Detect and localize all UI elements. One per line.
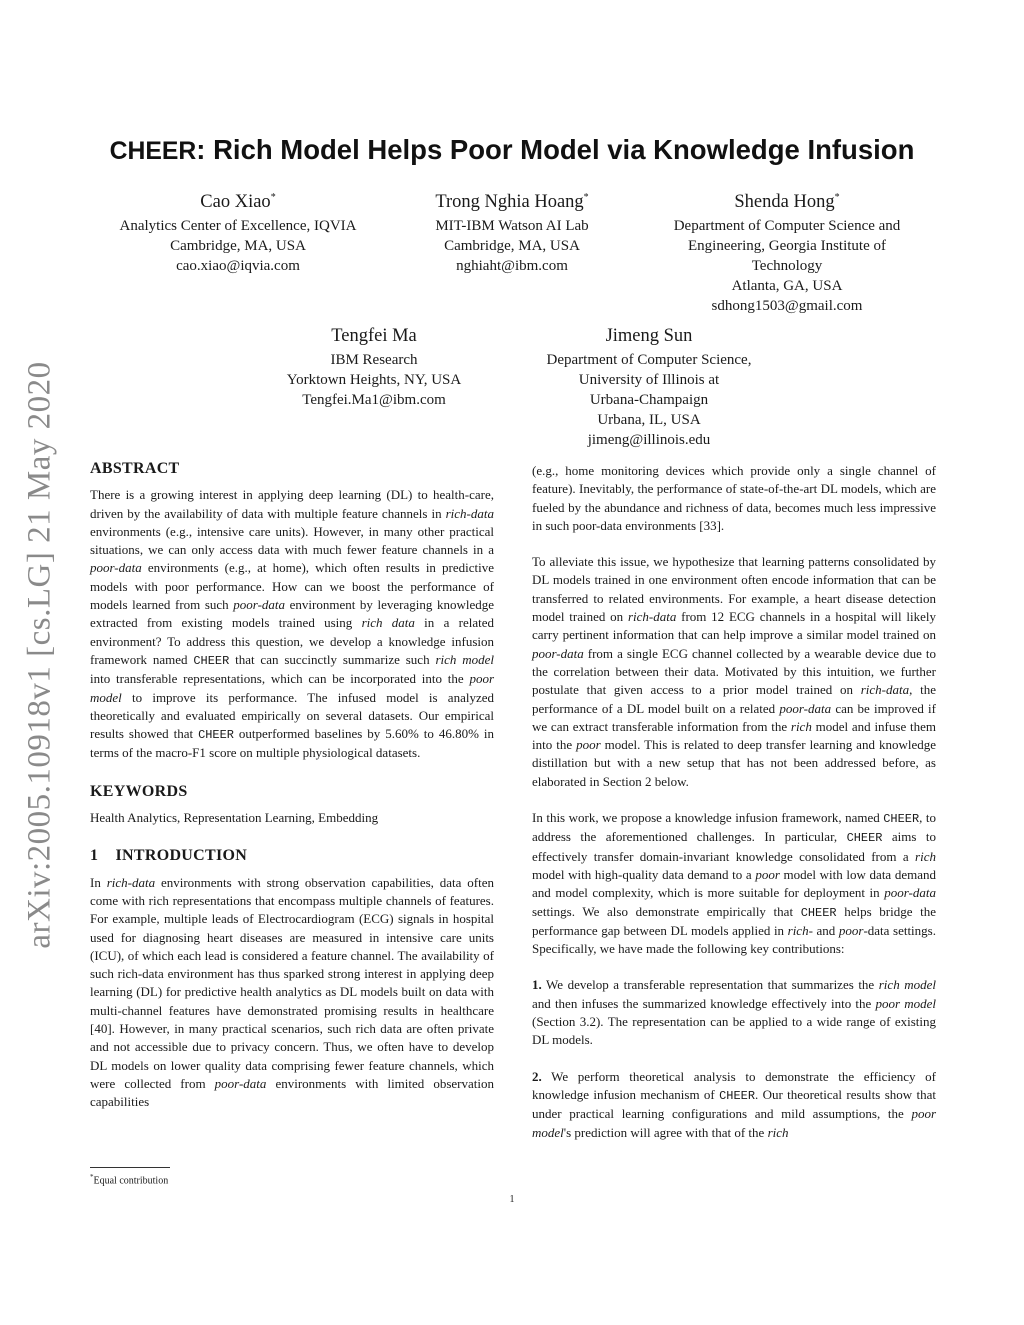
author-affiliation: MIT-IBM Watson AI Lab (435, 218, 589, 235)
paper-title (0, 134, 1024, 166)
author-name: Cao Xiao (200, 192, 271, 213)
title-system-name: CHEER (109, 138, 197, 165)
intro-text: In rich-data environments with strong observation capabilities, data often come with rich representations that encompass multiple channels of features. For example, multiple leads of Electrocardiogram (ECG) signals in hospital used for diagnosing heart diseases are measured in intensive care units (ICU), of which each lead is considered a feature channel. The availability of such rich-data environment has thus sparked strong interest in applying deep learning (DL) for predictive health analytics as DL models built on data with multi-channel features have demonstrated promising results in healthcare [40]. However, in many practical scenarios, such rich data are often private and not accessible due to privacy concern. Thus, we often have to develop DL models on lower quality data comprising fewer feature channels, which were collected from poor-data environments with limited observation capabilities (90, 874, 494, 1110)
author-affiliation: Department of Computer Science, (546, 352, 752, 368)
author-name: Trong Nghia Hoang (435, 192, 584, 213)
author-block (214, 324, 534, 410)
author-affiliation: Analytics Center of Excellence, IQVIA (119, 218, 357, 235)
author-affiliation: University of Illinois at (578, 372, 720, 388)
intro-paragraph: (e.g., home monitoring devices which provide only a single channel of feature). Inevitably, the performance of state-of-the-art DL models, which are fueled by the abundance and richness of data, becomes much less impressive in such poor-data environments [33]. (532, 463, 936, 533)
author-mark: * (834, 192, 840, 203)
author-mark: * (583, 192, 589, 203)
author-email: cao.xiao@iqvia.com (176, 258, 300, 275)
abstract-heading: ABSTRACT (90, 460, 180, 477)
title-text: : Rich Model Helps Poor Model via Knowledge Infusion (196, 134, 915, 165)
author-name: Tengfei Ma (331, 326, 417, 346)
author-location: Yorktown Heights, NY, USA (286, 372, 462, 388)
abstract-text: There is a growing interest in applying deep learning (DL) to health-care, driven by the availability of data with multiple feature channels in rich-data environments (e.g., intensive care units). However, in many other practical situations, we can only access data with much fewer feature channels in a poor-data environments (e.g., at home), which often results in predictive models with poor performance. How can we boost the performance of models learned from such poor-data environment by leveraging knowledge extracted from existing models trained using rich data in a related environment? To address this question, we develop a knowledge infusion framework named CHEER that can succinctly summarize such rich model into transferable representations, which can be incorporated into the poor model to improve its performance. The infused model is analyzed theoretically and evaluated empirically on several datasets. Our empirical results showed that CHEER outperformed baselines by 5.60% to 46.80% in terms of the macro-F1 score on multiple physiological datasets. (90, 487, 495, 761)
author-affiliation: Urbana-Champaign (589, 392, 709, 408)
left-column (90, 460, 494, 1112)
author-name: Jimeng Sun (605, 326, 693, 346)
author-block (627, 186, 947, 316)
author-affiliation: Technology (751, 258, 823, 275)
page-number: 1 (509, 1194, 515, 1205)
right-column (532, 462, 936, 1142)
author-mark: * (270, 192, 276, 203)
intro-paragraph: To alleviate this issue, we hypothesize that learning patterns consolidated by DL models trained in one environment often encode information that can be transferred to related environments. For example, a heart disease detection model trained on rich-data from 12 ECG channels in a hospital will likely carry pertinent information that can help improve a similar model trained on poor-data from a single ECG channel collected by a wearable device due to the correlation between their data. Motivated by this intuition, we further postulate that given access to a prior model trained on rich-data, the performance of a DL model built on a related poor-data can be improved if we can extract transferable information from the rich model and infuse them into the poor model. This is related to deep transfer learning and knowledge distillation but with a new setup that has not been addressed before, as elaborated in Section 2 below. (532, 554, 936, 789)
arxiv-identifier: arXiv:2005.10918v1 [cs.LG] 21 May 2020 (21, 361, 58, 949)
author-affiliation: IBM Research (330, 352, 418, 368)
author-block (352, 186, 672, 276)
intro-paragraph: In this work, we propose a knowledge infusion framework, named CHEER, to address the aforementioned challenges. In particular, CHEER aims to effectively transfer domain-invariant knowledge consolidated from a rich model with high-quality data demand to a poor model with low data demand and model complexity, which is more suitable for deployment in poor-data settings. We also demonstrate empirically that CHEER helps bridge the performance gap between DL models applied in rich- and poor-data settings. Specifically, we have made the following key contributions: (532, 810, 937, 957)
footnote-divider (90, 1167, 170, 1168)
author-location: Cambridge, MA, USA (444, 238, 580, 255)
author-block (489, 324, 809, 450)
author-location: Cambridge, MA, USA (170, 238, 306, 255)
author-location: Urbana, IL, USA (597, 412, 701, 428)
author-email: jimeng@illinois.edu (587, 432, 711, 448)
author-email: Tengfei.Ma1@ibm.com (302, 392, 446, 408)
contribution-item: 1. We develop a transferable representation that summarizes the rich model and then infuses the summarized knowledge effectively into the poor model (Section 3.2). The representation can be applied to a wide range of existing DL models. (532, 977, 936, 1048)
keywords-text: Health Analytics, Representation Learning, Embedding (90, 810, 379, 826)
author-location: Atlanta, GA, USA (731, 278, 843, 295)
keywords-heading: KEYWORDS (90, 782, 188, 800)
footnote: *Equal contribution (90, 1173, 169, 1187)
author-affiliation: Engineering, Georgia Institute of (687, 238, 886, 255)
author-name: Shenda Hong (734, 192, 835, 213)
author-affiliation: Department of Computer Science and (673, 218, 901, 235)
author-block (78, 186, 398, 276)
intro-heading: 1 INTRODUCTION (90, 847, 248, 865)
author-email: sdhong1503@gmail.com (711, 298, 863, 315)
contribution-item: 2. We perform theoretical analysis to demonstrate the efficiency of knowledge infusion mechanism of CHEER. Our theoretical results show that under practical learning configurations and mild assumptions, the poor model's prediction will agree with that of the rich (532, 1068, 936, 1140)
author-email: nghiaht@ibm.com (456, 258, 568, 275)
